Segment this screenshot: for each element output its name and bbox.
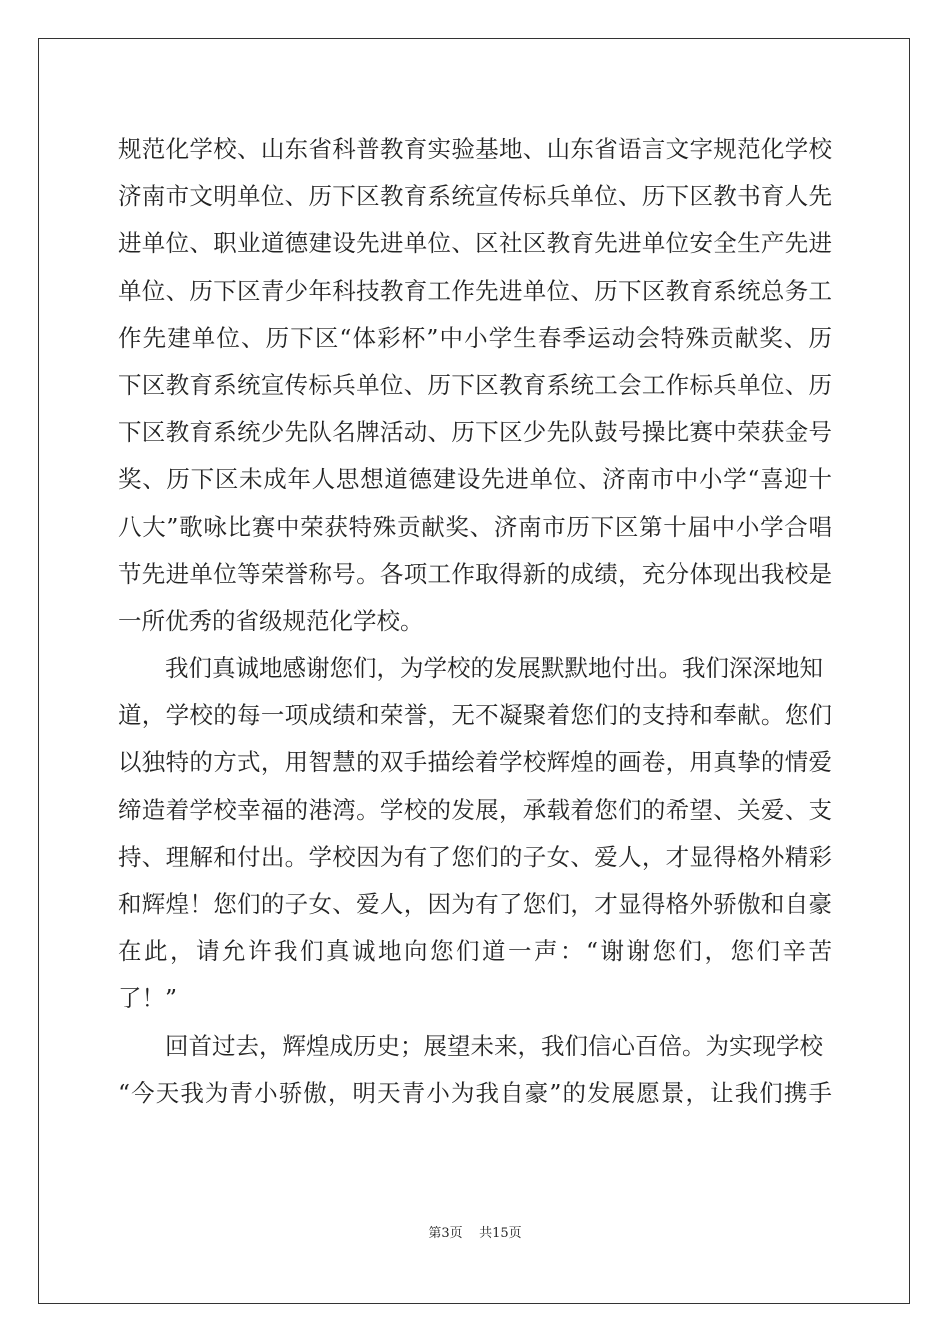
paragraph-first-line: 回首过去，辉煌成历史；展望未来，我们信心百倍。为实现学校 — [165, 1031, 823, 1060]
text-line: 和辉煌！您们的子女、爱人，因为有了您们，才显得格外骄傲和自豪 — [118, 890, 832, 918]
text-line: 了！” — [118, 984, 178, 1013]
text-line: 进单位、职业道德建设先进单位、区社区教育先进单位安全生产先进 — [118, 229, 832, 258]
text-line: 规范化学校、山东省科普教育实验基地、山东省语言文字规范化学校 — [118, 135, 832, 163]
document-body — [118, 126, 832, 1117]
text-line: 以独特的方式，用智慧的双手描绘着学校辉煌的画卷，用真挚的情爱 — [118, 748, 832, 777]
text-line: 持、理解和付出。学校因为有了您们的子女、爱人，才显得格外精彩 — [118, 842, 832, 871]
text-line: 八大”歌咏比赛中荣获特殊贡献奖、济南市历下区第十届中小学合唱 — [118, 512, 832, 541]
page-number-footer: 第3页 共15页 — [428, 1226, 522, 1241]
text-line: 下区教育系统少先队名牌活动、历下区少先队鼓号操比赛中荣获金号 — [118, 418, 832, 447]
text-line: 节先进单位等荣誉称号。各项工作取得新的成绩，充分体现出我校是 — [118, 559, 832, 588]
text-line: “今天我为青小骄傲，明天青小为我自豪”的发展愿景，让我们携手 — [118, 1078, 832, 1107]
text-line: 单位、历下区青少年科技教育工作先进单位、历下区教育系统总务工 — [118, 276, 832, 305]
text-line: 作先建单位、历下区“体彩杯”中小学生春季运动会特殊贡献奖、历 — [118, 323, 832, 352]
text-line: 道，学校的每一项成绩和荣誉，无不凝聚着您们的支持和奉献。您们 — [118, 701, 832, 730]
text-line: 一所优秀的省级规范化学校。 — [118, 606, 424, 635]
paragraph-first-line: 我们真诚地感谢您们，为学校的发展默默地付出。我们深深地知 — [165, 654, 823, 683]
text-line: 济南市文明单位、历下区教育系统宣传标兵单位、历下区教书育人先 — [118, 182, 832, 211]
text-line: 下区教育系统宣传标兵单位、历下区教育系统工会工作标兵单位、历 — [118, 370, 832, 399]
text-line: 缔造着学校幸福的港湾。学校的发展，承载着您们的希望、关爱、支 — [118, 795, 832, 824]
text-line: 在此，请允许我们真诚地向您们道一声：“谢谢您们，您们辛苦 — [118, 937, 832, 966]
text-line: 奖、历下区未成年人思想道德建设先进单位、济南市中小学“喜迎十 — [118, 465, 832, 494]
